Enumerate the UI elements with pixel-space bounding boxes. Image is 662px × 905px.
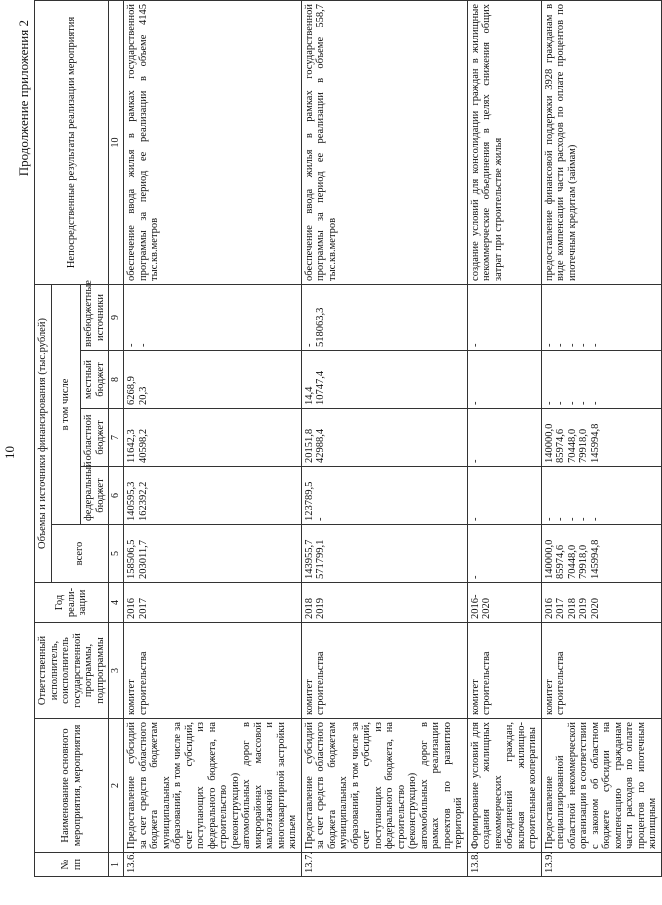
activity-result: обеспечение ввода жилья в рамках государственной программы за период ее реализации в объеме 4145 тыс.кв.метров bbox=[124, 0, 302, 284]
federal-value: - bbox=[469, 517, 481, 521]
column-number: 5 bbox=[109, 525, 124, 583]
cell-regional bbox=[301, 409, 467, 467]
years-value: 2018 bbox=[566, 598, 578, 619]
total-value: - bbox=[469, 575, 481, 579]
federal-value: 162392,2 bbox=[137, 481, 149, 521]
cell-local bbox=[467, 351, 541, 409]
local-value: 10747,4 bbox=[315, 370, 326, 405]
years-value: 2016 bbox=[126, 598, 137, 619]
column-number: 9 bbox=[109, 284, 124, 350]
cell-federal bbox=[301, 467, 467, 525]
table-row bbox=[124, 0, 302, 876]
total-value: 158506,5 bbox=[126, 539, 137, 579]
regional-value: 11642,3 bbox=[126, 429, 137, 463]
cell-local bbox=[301, 351, 467, 409]
years-value: 2019 bbox=[315, 598, 326, 619]
regional-value: 145994,8 bbox=[589, 423, 601, 463]
cell-local bbox=[541, 351, 661, 409]
local-value: 6268,9 bbox=[126, 376, 137, 405]
total-value: 203011,7 bbox=[137, 540, 149, 579]
cell-federal bbox=[467, 467, 541, 525]
column-number: 7 bbox=[109, 409, 124, 467]
offbudget-value: - bbox=[137, 343, 149, 347]
offbudget-value: - bbox=[543, 343, 555, 347]
cell-total bbox=[124, 525, 302, 583]
regional-value: 20151,8 bbox=[303, 428, 315, 463]
offbudget-value: - bbox=[566, 343, 578, 347]
offbudget-value: - bbox=[469, 343, 481, 347]
header-no: № пп bbox=[35, 853, 109, 877]
header-regional: областной бюджет bbox=[81, 409, 109, 467]
regional-value: 140000,0 bbox=[543, 423, 555, 463]
total-value: 79918,0 bbox=[578, 544, 589, 579]
regional-value: - bbox=[469, 459, 481, 463]
local-value: - bbox=[543, 401, 555, 405]
offbudget-value: - bbox=[555, 343, 566, 347]
header-federal: федеральный бюджет bbox=[81, 467, 109, 525]
federal-value: - bbox=[555, 517, 566, 521]
local-value: 20,3 bbox=[137, 386, 149, 405]
row-number: 13.7. bbox=[301, 853, 467, 877]
program-activities-table bbox=[34, 0, 662, 877]
total-value: 140000,0 bbox=[543, 539, 555, 579]
responsible-executor: комитет строительства bbox=[467, 623, 541, 719]
column-number: 3 bbox=[109, 623, 124, 719]
cell-regional bbox=[124, 409, 302, 467]
federal-value: 140595,3 bbox=[126, 481, 137, 521]
cell-years bbox=[301, 583, 467, 623]
cell-offbudget bbox=[124, 284, 302, 350]
years-value: 2017 bbox=[555, 598, 566, 619]
years-value: 2016 bbox=[543, 598, 555, 619]
regional-value: 70448,0 bbox=[566, 428, 578, 463]
activity-result: обеспечение ввода жилья в рамках государственной программы за период ее реализации в объеме 558,7 тыс.кв.метров bbox=[301, 0, 467, 284]
header-including: в том числе bbox=[51, 284, 81, 524]
header-years: Год реали-зации bbox=[35, 583, 109, 623]
activity-name: Предоставление субсидий за счет средств областного бюджета бюджетам муниципальных образований, в том числе за счет субсидий, поступающих из федерального бюджета, на строительство (реконструкцию) автомобильных дорог в рамках реализации проектов по развитию территорий bbox=[301, 719, 467, 853]
header-offbudget: внебюджетные источники bbox=[81, 284, 109, 350]
local-value: - bbox=[589, 401, 601, 405]
federal-value: - bbox=[589, 517, 601, 521]
responsible-executor: комитет строительства bbox=[124, 623, 302, 719]
table-row bbox=[301, 0, 467, 876]
offbudget-value: - bbox=[303, 343, 315, 347]
federal-value: - bbox=[578, 517, 589, 521]
local-value: - bbox=[555, 401, 566, 405]
offbudget-value: - bbox=[126, 343, 137, 347]
total-value: 571799,1 bbox=[315, 539, 326, 579]
header-total: всего bbox=[51, 525, 109, 583]
cell-federal bbox=[124, 467, 302, 525]
total-value: 85974,6 bbox=[555, 544, 566, 579]
cell-offbudget bbox=[467, 284, 541, 350]
column-number: 10 bbox=[109, 0, 124, 284]
years-value: 2019 bbox=[578, 598, 589, 619]
cell-regional bbox=[467, 409, 541, 467]
activity-name: Формирование условий для создания жилищных некоммерческих объединений граждан, включая жилищно-строительные кооперативы bbox=[467, 719, 541, 853]
column-number: 1 bbox=[109, 853, 124, 877]
federal-value: - bbox=[543, 517, 555, 521]
local-value: 14,4 bbox=[303, 386, 315, 405]
cell-offbudget bbox=[541, 284, 661, 350]
cell-federal bbox=[541, 467, 661, 525]
federal-value: - bbox=[566, 517, 578, 521]
activity-result: предоставление финансовой поддержки 3928 гражданам в виде компенсации части расходов по оплате процентов по ипотечным кредитам (займам) bbox=[541, 0, 661, 284]
column-number: 6 bbox=[109, 467, 124, 525]
table-row bbox=[541, 0, 661, 876]
regional-value: 40598,2 bbox=[137, 428, 149, 463]
header-result: Непосредственные результаты реализации мероприятия bbox=[35, 0, 109, 284]
responsible-executor: комитет строительства bbox=[541, 623, 661, 719]
row-number: 13.9. bbox=[541, 853, 661, 877]
cell-regional bbox=[541, 409, 661, 467]
offbudget-value: - bbox=[578, 343, 589, 347]
cell-total bbox=[467, 525, 541, 583]
header-funding: Объемы и источники финансирования (тыс.рублей) bbox=[35, 284, 52, 582]
column-numbers-row bbox=[109, 0, 124, 876]
cell-local bbox=[124, 351, 302, 409]
federal-value: - bbox=[315, 517, 326, 521]
years-value: 2020 bbox=[589, 598, 601, 619]
local-value: - bbox=[578, 401, 589, 405]
header-name: Наименование основного мероприятия, мероприятия bbox=[35, 719, 109, 853]
local-value: - bbox=[469, 401, 481, 405]
local-value: - bbox=[566, 401, 578, 405]
activity-name: Предоставление субсидий за счет средств областного бюджета бюджетам муниципальных образований, в том числе за счет субсидий, поступающих из федерального бюджета, на строительство (реконструкцию) автомобильных дорог в микрорайонах массовой малоэтажной и многоквартирной застройки жильем bbox=[124, 719, 302, 853]
header-local: местный бюджет bbox=[81, 351, 109, 409]
total-value: 70448,0 bbox=[566, 544, 578, 579]
cell-years bbox=[541, 583, 661, 623]
cell-offbudget bbox=[301, 284, 467, 350]
column-number: 4 bbox=[109, 583, 124, 623]
column-number: 8 bbox=[109, 351, 124, 409]
cell-years bbox=[467, 583, 541, 623]
regional-value: 79918,0 bbox=[578, 428, 589, 463]
row-number: 13.6. bbox=[124, 853, 302, 877]
years-value: 2016-2020 bbox=[469, 594, 492, 619]
cell-total bbox=[541, 525, 661, 583]
offbudget-value: - bbox=[589, 343, 601, 347]
total-value: 143955,7 bbox=[303, 539, 315, 579]
header-responsible: Ответственный исполнитель, соисполнитель государственной программы, подпрограммы bbox=[35, 623, 109, 719]
continuation-label: Продолжение приложения 2 bbox=[16, 20, 31, 177]
page-number: 10 bbox=[2, 446, 17, 459]
column-number: 2 bbox=[109, 719, 124, 853]
table-row bbox=[467, 0, 541, 876]
years-value: 2018 bbox=[303, 598, 315, 619]
offbudget-value: 518063,3 bbox=[315, 307, 326, 347]
total-value: 145994,8 bbox=[589, 539, 601, 579]
years-value: 2017 bbox=[137, 598, 149, 619]
federal-value: 123789,5 bbox=[303, 481, 315, 521]
regional-value: 42988,4 bbox=[315, 428, 326, 463]
activity-result: создание условий для консолидации граждан в жилищные некоммерческие объединения в целях снижения общих затрат при строительстве жилья bbox=[467, 0, 541, 284]
cell-years bbox=[124, 583, 302, 623]
row-number: 13.8. bbox=[467, 853, 541, 877]
activity-name: Предоставление специализированной областной некоммерческой организации в соответствии с законом об областном бюджете субсидии на компенсацию гражданам части расходов по оплате процентов по ипотечным жилищным bbox=[541, 719, 661, 853]
responsible-executor: комитет строительства bbox=[301, 623, 467, 719]
cell-total bbox=[301, 525, 467, 583]
regional-value: 85974,6 bbox=[555, 428, 566, 463]
